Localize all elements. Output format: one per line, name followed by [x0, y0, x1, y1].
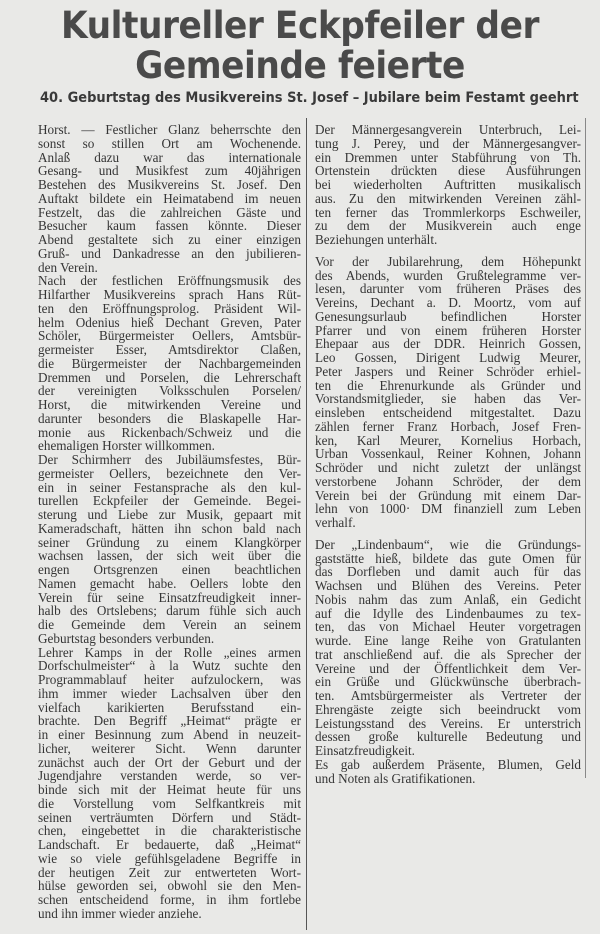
text-line: sterung und Liebe zur Musik, gepaart mit	[38, 507, 301, 522]
text-line: ten die Ehrenurkunde als Gründer und	[315, 377, 581, 393]
text-line: ten den Eröffnungsprolog. Präsident Wil-	[38, 300, 301, 316]
text-line: ehemaligen Horster willkommen.	[38, 438, 215, 454]
text-line: Bestehen des Musikvereins St. Josef. Den	[38, 177, 301, 192]
text-line: die Gemeinde dem Verein an seinem	[38, 617, 301, 632]
text-line: wurde. Eine lange Reihe von Gratulanten	[315, 633, 581, 648]
text-line: Festzelt, das die zahlreichen Gäste und	[38, 204, 301, 220]
text-line: zunächst auch der Ort der Geburt und der	[38, 754, 301, 770]
text-line: darunter besonders die Blaskapelle Har-	[38, 410, 301, 426]
text-line: Horst. — Festlicher Glanz beherrschte den	[38, 122, 301, 137]
text-line: Leistungsstand des Vereins. Er unterstrich	[315, 715, 581, 731]
text-line: ein in seiner Festansprache als den kul-	[38, 479, 301, 495]
text-line: Der „Lindenbaum“, wie die Gründungs-	[315, 536, 581, 552]
text-line: auf die Idylle des Lindenbaumes zu tex-	[315, 605, 581, 621]
article-column-right	[315, 123, 581, 793]
text-line: Hilfarther Musikvereins sprach Hans Rüt-	[38, 287, 301, 302]
text-line: Einsatzfreudigkeit.	[315, 743, 415, 758]
text-line: sonst so stillen Ort am Wochenende.	[38, 135, 301, 151]
text-line: halb des Ortslebens; darum fühle sich auch	[38, 603, 301, 619]
text-line: Der Männergesangverein Unterbruch, Lei-	[315, 122, 581, 137]
text-line: verstorbene Johann Schröder, der dem	[315, 473, 581, 489]
text-line: turellen Eckpfeiler der Gemeinde. Begei-	[38, 493, 301, 509]
text-line: den Verein.	[38, 259, 98, 275]
text-line: die Vorstellung vom Selfkantkreis mit	[38, 795, 301, 811]
text-line: ten. Amtsbürgermeister als Vertreter der	[315, 688, 581, 703]
article-paragraph	[315, 255, 581, 530]
text-line: Nobis nahm das zum Anlaß, ein Gedicht	[315, 591, 581, 607]
text-line: Schröder und nicht zuletzt der unlängst	[315, 460, 581, 475]
text-line: trat anschließend auf. die als Sprecher der	[315, 646, 581, 662]
text-line: Nach der festlichen Eröffnungsmusik des	[38, 273, 301, 289]
text-line: Ehepaar aus der DDR. Heinrich Gossen,	[315, 336, 581, 352]
text-line: Pfarrer und von einem früheren Horster	[315, 322, 581, 338]
text-line: licher, weiterer Sicht. Wenn darunter	[38, 740, 301, 756]
text-line: ken, Karl Meurer, Kornelius Horbach,	[315, 432, 581, 448]
text-line: einsleben entscheidend mitgestaltet. Dazu	[315, 405, 581, 420]
right-border-rule	[585, 118, 586, 778]
text-line: schen entscheidend forme, in ihm fortlebe	[38, 892, 301, 907]
text-line: Es gab außerdem Präsente, Blumen, Geld	[315, 756, 581, 772]
text-line: ten ferner das Trommlerkorps Eschweiler,	[315, 204, 581, 220]
text-line: binde sich mit der Heimat heute für uns	[38, 782, 301, 797]
text-line: zu dem der Musikverein auch enge	[315, 218, 581, 234]
article-paragraph	[38, 123, 301, 274]
text-line: Urban Vossenkaul, Reiner Kohnen, Johann	[315, 446, 581, 462]
text-line: Horst, die mitwirkenden Vereine und	[38, 397, 301, 412]
text-line: aus. Zu den mitwirkenden Vereinen zähl-	[315, 190, 581, 206]
text-line: Besucher kaum fassen könnte. Dieser	[38, 218, 301, 234]
text-line: gaststätte hieß, bildete das gute Omen für	[315, 550, 581, 566]
text-line: der vereinigten Volksschulen Porselen/	[38, 383, 301, 399]
text-line: Wachsen und Blühen des Vereins. Peter	[315, 578, 581, 593]
text-line: wie so viele gefühlsgeladene Begriffe in	[38, 850, 301, 866]
text-line: und ihn immer wieder anziehe.	[38, 905, 202, 921]
text-line: helm Odenius hieß Dechant Greven, Pater	[38, 314, 301, 330]
text-line: Verein für seine Einsatzfreudigkeit inner-	[38, 589, 301, 605]
article-paragraph	[38, 274, 301, 453]
article-paragraph	[315, 538, 581, 758]
article-paragraph	[38, 646, 301, 921]
text-line: Peter Jaspers und Reiner Schröder erhiel-	[315, 363, 581, 379]
text-line: des Abends, wurden Grußtelegramme ver-	[315, 267, 581, 283]
text-line: germeister Oellers, bezeichnete den Ver-	[38, 465, 301, 481]
text-line: Genesungsurlaub befindlichen Horster	[315, 308, 581, 324]
text-line: ten, das von Michael Heuter vorgetragen	[315, 619, 581, 635]
text-line: Auftakt bildete ein Heimatabend im neuen	[38, 190, 301, 206]
text-line: ihm immer wieder Lachsalven über den	[38, 685, 301, 701]
text-line: wachsen lassen, der sich weit über die	[38, 548, 301, 564]
text-line: Vor der Jubilarehrung, dem Höhepunkt	[315, 253, 581, 269]
text-line: Gesang- und Musikfest zum 40jährigen	[38, 163, 301, 179]
text-line: Beziehungen unterhält.	[315, 232, 438, 247]
headline-line-2: Gemeinde feierte	[135, 44, 465, 87]
text-line: Vereins, Dechant a. D. Moortz, vom auf	[315, 295, 581, 310]
text-line: Schöler, Bürgermeister Oellers, Amtsbür-	[38, 328, 301, 344]
text-line: Programmablauf heiter aufzulockern, was	[38, 672, 301, 687]
text-line: seinen verträumten Dörfern und Städt-	[38, 809, 301, 825]
text-line: Der Schirmherr des Jubiläumsfestes, Bür-	[38, 452, 301, 467]
text-line: Kameradschaft, hätten ihn schon bald nach	[38, 520, 301, 536]
text-line: Abend gestaltete sich zu einer einzigen	[38, 232, 301, 247]
text-line: vielfach karikierten Berufsstand ein-	[38, 699, 301, 715]
text-line: monie aus Rickenbach/Schweiz und die	[38, 424, 301, 440]
text-line: Vorstandsmitglieder, sie haben das Ver-	[315, 391, 581, 407]
subheadline: 40. Geburtstag des Musikvereins St. Josef – Jubilare beim Festamt geehrt	[40, 90, 579, 106]
text-line: und Noten als Gratifikationen.	[315, 770, 476, 786]
text-line: dessen große kulturelle Bedeutung und	[315, 729, 581, 745]
text-line: die Bürgermeister der Nachbargemeinden	[38, 355, 301, 371]
text-line: tung J. Perey, und der Männergesangver-	[315, 135, 581, 151]
text-line: hülse geworden sei, obwohl sie den Men-	[38, 878, 301, 894]
article-column-left	[38, 123, 301, 921]
text-line: Ehrengäste zeigte sich beeindruckt vom	[315, 701, 581, 717]
text-line: Gruß- und Dankadresse an den jubilieren-	[38, 245, 301, 261]
text-line: der heutigen Zeit zur entwerteten Wort-	[38, 864, 301, 880]
text-line: chen, eingebettet in die charakteristische	[38, 823, 301, 839]
article-paragraph	[315, 123, 581, 247]
text-line: Jugendjahre verstanden werde, so ver-	[38, 768, 301, 784]
text-line: Geburtstag besonders verbunden.	[38, 630, 215, 646]
article-paragraph	[38, 453, 301, 646]
text-line: Vereine und der Öffentlichkeit dem Ver-	[315, 660, 581, 676]
article-paragraph	[315, 758, 581, 786]
text-line: Verein bei der Gründung mit einem Dar-	[315, 487, 581, 503]
text-line: germeister Esser, Amtsdirektor Claßen,	[38, 342, 301, 357]
text-line: Dorfschulmeister“ à la Wutz suchte den	[38, 658, 301, 674]
text-line: Anlaß dazu war das internationale	[38, 149, 301, 165]
text-line: in einer Besinnung zum Abend in neuzeit-	[38, 727, 301, 742]
text-line: lesen, darunter vom früheren Präses des	[315, 281, 581, 297]
text-line: engen Ortsgrenzen einen beachtlichen	[38, 562, 301, 577]
text-line: Lehrer Kamps in der Rolle „eines armen	[38, 644, 301, 660]
text-line: Landschaft. Er bedauerte, daß „Heimat“	[38, 837, 301, 852]
text-line: seiner Gründung zu einem Klangkörper	[38, 534, 301, 550]
text-line: Namen gemacht habe. Oellers lobte den	[38, 575, 301, 591]
text-line: zählen ferner Franz Horbach, Josef Fren-	[315, 418, 581, 434]
text-line: ein Grüße und Glückwünsche überbrach-	[315, 674, 581, 690]
text-line: ein Dremmen unter Stabführung von Th.	[315, 149, 581, 165]
headline-line-1: Kultureller Eckpfeiler der	[61, 4, 539, 47]
text-line: Dremmen und Porselen, die Lehrerschaft	[38, 369, 301, 385]
text-line: Leo Gossen, Dirigent Ludwig Meurer,	[315, 350, 581, 365]
text-line: verhalf.	[315, 515, 356, 530]
text-line: Ortenstein drückten diese Ausführungen	[315, 163, 581, 179]
text-line: lehn von 1000· DM finanziell zum Leben	[315, 501, 581, 517]
text-line: bei wiederholten Auftritten musikalisch	[315, 177, 581, 192]
text-line: brachte. Den Begriff „Heimat“ prägte er	[38, 713, 301, 729]
text-line: das Dorfleben und damit auch für das	[315, 564, 581, 580]
column-divider	[306, 118, 307, 930]
